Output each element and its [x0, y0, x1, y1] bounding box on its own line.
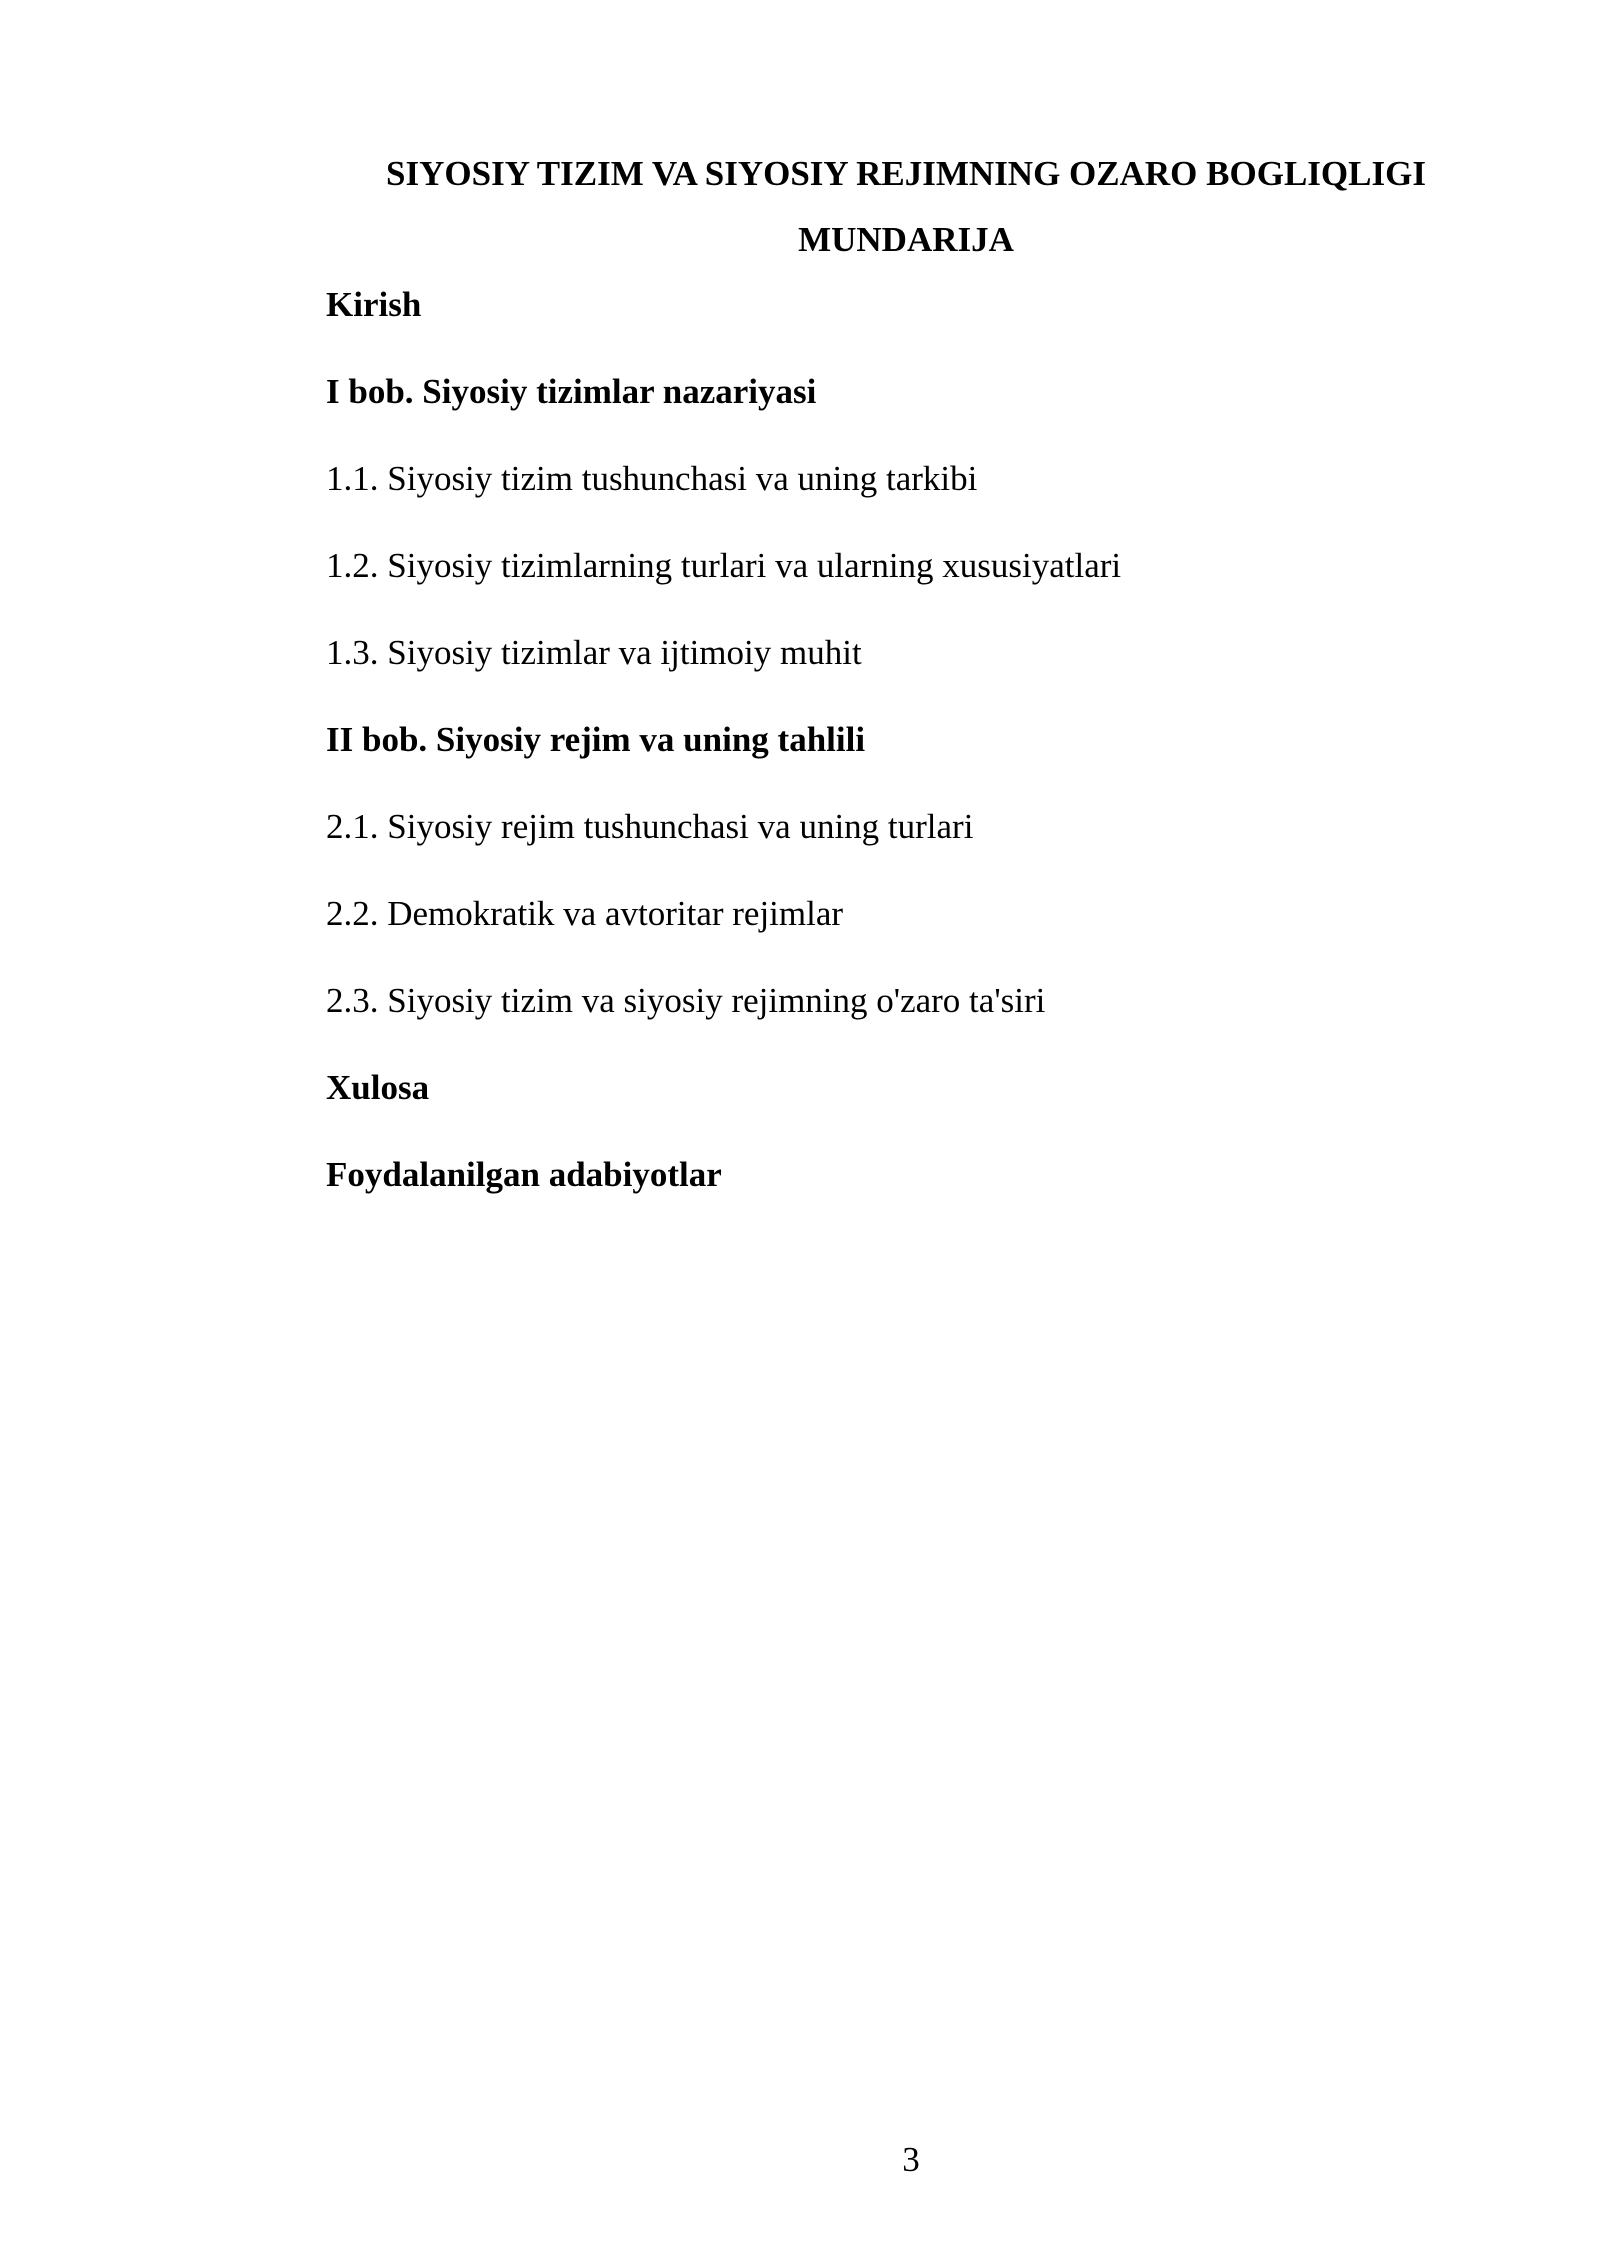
toc-item-2-3: 2.3. Siyosiy tizim va siyosiy rejimning o'zaro ta'siri: [326, 981, 1046, 1020]
toc-item-chapter-2: II bob. Siyosiy rejim va uning tahlili: [326, 720, 866, 759]
document-title: SIYOSIY TIZIM VA SIYOSIY REJIMNING OZARO BOGLIQLIGI: [386, 154, 1426, 193]
toc-item-xulosa: Xulosa: [326, 1068, 430, 1107]
toc-item-2-2: 2.2. Demokratik va avtoritar rejimlar: [326, 894, 844, 933]
toc-item-kirish: Kirish: [326, 285, 422, 324]
toc-item-references: Foydalanilgan adabiyotlar: [326, 1155, 722, 1194]
toc-item-chapter-1: I bob. Siyosiy tizimlar nazariyasi: [326, 372, 817, 411]
toc-item-1-1: 1.1. Siyosiy tizim tushunchasi va uning tarkibi: [326, 459, 978, 498]
toc-item-1-2: 1.2. Siyosiy tizimlarning turlari va ularning xususiyatlari: [326, 546, 1122, 585]
toc-item-2-1: 2.1. Siyosiy rejim tushunchasi va uning turlari: [326, 807, 974, 846]
toc-heading: MUNDARIJA: [798, 220, 1014, 259]
toc-item-1-3: 1.3. Siyosiy tizimlar va ijtimoiy muhit: [326, 633, 862, 672]
page-number: 3: [902, 2140, 920, 2179]
